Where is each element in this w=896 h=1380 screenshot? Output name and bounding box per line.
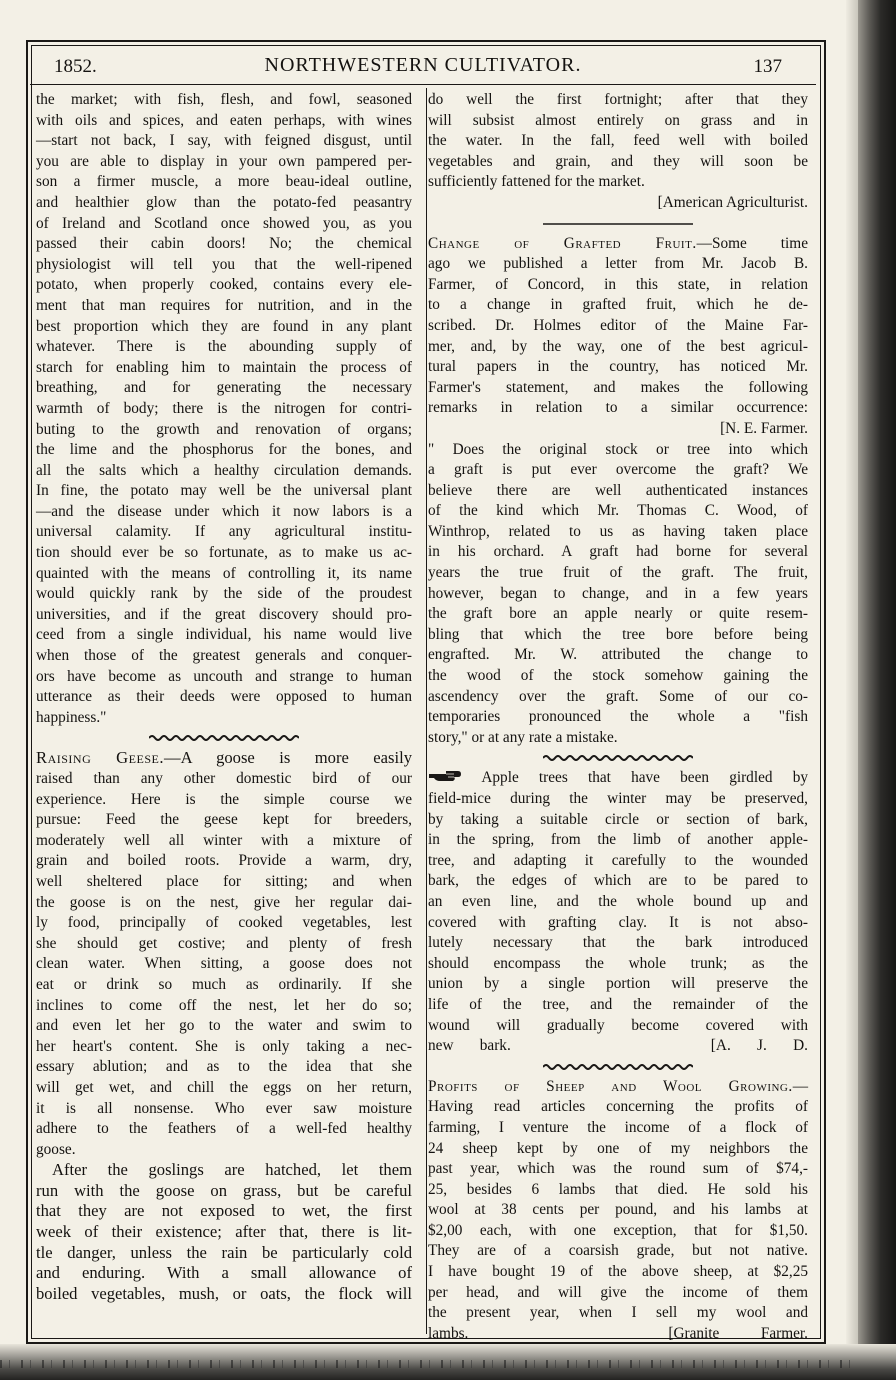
text-line: remarks in relation to a similar occurrence: [428, 399, 808, 417]
geese-title: Raising Geese. [36, 748, 164, 768]
text-line: the wood of the stock somehow gaining the [428, 667, 808, 685]
text-line: moderately well all winter with a mixture of [36, 831, 412, 849]
text-line: Farmer's statement, and makes the following [428, 378, 808, 396]
geese-source: [American Agriculturist. [657, 193, 808, 211]
wavy-rule-icon [543, 1063, 693, 1071]
text-line: boiled vegetables, mush, or oats, the flock will [36, 1283, 412, 1303]
text-line: —and the disease under which it now labors is a [36, 502, 412, 520]
text-line: passed their cabin doors! No; the chemical [36, 235, 412, 253]
text-line: ly food, principally of cooked vegetables, lest [36, 914, 412, 932]
text-line: " Does the original stock or tree into which [428, 440, 808, 458]
text-line: union by a single portion will preserve the [428, 975, 808, 993]
grafted-source: [N. E. Farmer. [720, 419, 808, 437]
text-line: and even let her go to the water and swim to [36, 1017, 412, 1035]
apple-body [428, 789, 808, 1036]
text-line: $2,00 each, with one exception, that for $1,50. [428, 1221, 808, 1239]
column-divider [426, 88, 427, 1334]
text-line: will subsist almost entirely on grass and in [428, 111, 808, 129]
text-line: starch for enabling him to maintain the process of [36, 358, 412, 376]
sheep-first-line: Profits of Sheep and Wool Growing.— [428, 1077, 808, 1095]
text-line: 25, besides 6 lambs that died. He sold his [428, 1180, 808, 1198]
text-line: with oils and spices, and eaten perhaps, with wines [36, 111, 412, 129]
text-line: utterance as their deeds were opposed to human [36, 688, 412, 706]
sheep-source: [Granite Farmer. [668, 1324, 808, 1342]
text-line: believe there are well authenticated instances [428, 481, 808, 499]
apple-trees-article [428, 768, 808, 1056]
text-line: covered with grafting clay. It is not abso- [428, 913, 808, 931]
text-line: I have bought 19 of the above sheep, at $2,25 [428, 1263, 808, 1281]
grafted-fruit-article [428, 234, 808, 749]
text-line: bark, the edges of which are to be pared to [428, 872, 808, 890]
text-line: an even line, and the whole bound up and [428, 892, 808, 910]
text-line: After the goslings are hatched, let them [52, 1160, 412, 1180]
text-line: eat or drink so much as ordinarily. If she [36, 975, 412, 993]
text-line: you are able to display in your own pampered per- [36, 152, 412, 170]
header-rule [30, 84, 816, 85]
wavy-rule-icon [149, 734, 299, 742]
text-line: and enduring. With a small allowance of [36, 1263, 412, 1283]
sheep-wool-article [428, 1077, 808, 1345]
scan-noise [0, 1360, 858, 1368]
text-line: engrafted. Mr. W. attributed the change to [428, 646, 808, 664]
text-line: a graft is put ever overcome the graft? We [428, 461, 808, 479]
header-year: 1852. [54, 56, 97, 77]
text-line: Farmer, of Concord, in this state, in relation [428, 275, 808, 293]
text-line: best proportion which they are found in any plant [36, 317, 412, 335]
text-line: of the kind which Mr. Thomas C. Wood, of [428, 502, 808, 520]
text-line: ceed from a single individual, his name would live [36, 626, 412, 644]
apple-source: [A. J. D. [710, 1037, 808, 1055]
text-line: ascendency over the graft. Some of our co- [428, 687, 808, 705]
wavy-rule-icon [543, 754, 693, 762]
text-line: story," or at any rate a mistake. [428, 728, 618, 746]
text-line: wound will gradually become covered with [428, 1016, 808, 1034]
text-line: farming, I venture the income of a flock of [428, 1118, 808, 1136]
potato-article-continuation [36, 90, 412, 728]
text-line: pursue: Feed the geese kept for breeders, [36, 811, 412, 829]
text-line: bling that which the tree bore before being [428, 625, 808, 643]
grafted-first-line: Change of Grafted Fruit.—Some time [428, 234, 808, 252]
text-line: physiologist will tell you that the well-ripened [36, 255, 412, 273]
text-line: tle danger, unless the rain be particularly cold [36, 1242, 412, 1262]
text-line: temporaries pronounced the whole a "fish [428, 708, 808, 726]
wavy-rule-icon [543, 220, 693, 228]
page-fold-shadow [846, 0, 858, 1380]
text-line: grain and boiled roots. Provide a warm, dry, [36, 852, 412, 870]
text-line: potato, when properly cooked, contains every ele- [36, 276, 412, 294]
text-line: run with the goose on grass, but be careful [36, 1180, 412, 1200]
grafted-title: Change of Grafted Fruit. [428, 234, 697, 252]
geese-body [36, 769, 412, 1160]
text-line: should encompass the whole trunk; as the [428, 954, 808, 972]
apple-last-line: new bark. [A. J. D. [428, 1037, 808, 1055]
text-line: will get wet, and chill the eggs on her return, [36, 1078, 412, 1096]
text-line: vegetables and grain, and they will soon be [428, 152, 808, 170]
text-line: clean water. When sitting, a goose does not [36, 955, 412, 973]
text-line: to a change in grafted fruit, which he de- [428, 296, 808, 314]
text-line: life of the tree, and the remainder of the [428, 995, 808, 1013]
text-line: raised than any other domestic bird of our [36, 770, 412, 787]
text-line: in his orchard. A graft had borne for several [428, 543, 808, 561]
header-title: NORTHWESTERN CULTIVATOR. [264, 54, 582, 76]
text-line: that they are not exposed to wet, the first [36, 1201, 412, 1221]
grafted-body [428, 254, 808, 419]
text-line: buting to the growth and renovation of organs; [36, 420, 412, 438]
text-line: tion should ever be so fortunate, as to make us ac- [36, 544, 412, 562]
geese-article-end [428, 90, 808, 193]
text-line: sufficiently fattened for the market. [428, 173, 645, 191]
text-line: ago we published a letter from Mr. Jacob B. [428, 255, 808, 273]
raising-geese-article [36, 748, 412, 1304]
header-page-number: 137 [753, 56, 782, 77]
right-column [428, 90, 808, 1344]
sheep-body [428, 1097, 808, 1324]
text-line: whatever. There is the abounding supply of [36, 338, 412, 356]
text-line: ors have become as uncouth and strange to human [36, 667, 412, 685]
text-line: quainted with the means of controlling it, its name [36, 564, 412, 582]
text-line: however, began to change, and in a few years [428, 584, 808, 602]
text-line: Winthrop, related to us as having taken place [428, 522, 808, 540]
pointing-hand-icon [428, 769, 462, 783]
text-line: adhere to the feathers of a well-fed healthy [36, 1120, 412, 1138]
text-line: the goose is on the nest, give her regular dai- [36, 893, 412, 911]
text-line: Having read articles concerning the profits of [428, 1098, 808, 1116]
text-line: in the spring, from the limb of another apple- [428, 831, 808, 849]
text-line: In fine, the potato may well be the universal plant [36, 482, 412, 500]
text-line: happiness." [36, 708, 107, 726]
left-column [36, 90, 412, 1304]
text-line: years the true fruit of the graft. The fruit, [428, 564, 808, 582]
text-line: it is all nonsense. Who ever saw moisture [36, 1099, 412, 1117]
text-line: universities, and if the great discovery should pro- [36, 605, 412, 623]
sheep-title: Profits of Sheep and Wool Growing. [428, 1077, 793, 1095]
text-line: tree, and adapting it carefully to the wounded [428, 851, 808, 869]
text-line: son a firmer muscle, a more beau-ideal outline, [36, 173, 412, 191]
text-line: experience. Here is the simple course we [36, 790, 412, 808]
geese-first-line: Raising Geese.—A goose is more easily [36, 748, 412, 768]
grafted-quote [428, 440, 808, 749]
text-line: the lime and the phosphorus for the bones, and [36, 441, 412, 459]
text-line: 24 sheep kept by one of my neighbors the [428, 1139, 808, 1157]
text-line: goose. [36, 1140, 76, 1158]
text-line: scribed. Dr. Holmes editor of the Maine Far- [428, 316, 808, 334]
text-line: mer, and, by the way, one of the best agricul- [428, 337, 808, 355]
text-line: wool at 38 cents per pound, and his lambs at [428, 1201, 808, 1219]
text-line: tural papers in the country, has noticed Mr. [428, 358, 808, 376]
text-line: inclines to come off the nest, let her do so; [36, 996, 412, 1014]
text-line: all the salts which a healthy circulation demands. [36, 461, 412, 479]
text-line: field-mice during the winter may be preserved, [428, 790, 808, 807]
text-line: the graft bore an apple nearly or quite resem- [428, 605, 808, 623]
text-line: do well the first fortnight; after that they [428, 91, 808, 108]
text-line: when those of the greatest generals and conquer- [36, 647, 412, 665]
text-line: well sheltered place for sitting; and when [36, 872, 412, 890]
text-line: past year, which was the round sum of $74,- [428, 1160, 808, 1178]
apple-first-line: Apple trees that have been girdled by [428, 768, 808, 789]
text-line: week of their existence; after that, there is lit- [36, 1222, 412, 1242]
text-line: per head, and will give the income of them [428, 1283, 808, 1301]
text-line: They are of a coarsish grade, but not native. [428, 1242, 808, 1260]
text-line: warmth of body; there is the nitrogen for contri- [36, 399, 412, 417]
sheep-last-line: lambs. [Granite Farmer. [428, 1324, 808, 1342]
text-line: the water. In the fall, feed well with boiled [428, 132, 808, 150]
text-line: her heart's content. She is only taking a nec- [36, 1037, 412, 1055]
text-line: ment that man requires for nutrition, and in the [36, 296, 412, 314]
text-line: of Ireland and Scotland once showed you, as you [36, 214, 412, 232]
scan-edge-right [858, 0, 896, 1380]
text-line: universal calamity. If any agricultural institu- [36, 523, 412, 541]
geese-paragraph-2 [36, 1160, 412, 1304]
text-line: the present year, when I sell my wool and [428, 1304, 808, 1322]
text-line: by taking a suitable circle or section of bark, [428, 810, 808, 828]
text-line: would quickly rank by the side of the proudest [36, 585, 412, 603]
text-line: essary ablution; and as to the idea that she [36, 1058, 412, 1076]
text-line: breathing, and for generating the necessary [36, 379, 412, 397]
text-line: —start not back, I say, with feigned disgust, until [36, 132, 412, 150]
text-line: she should get costive; and plenty of fresh [36, 934, 412, 952]
text-line: the market; with fish, flesh, and fowl, seasoned [36, 91, 412, 108]
text-line: and healthier glow than the potato-fed peasantry [36, 193, 412, 211]
text-line: lutely necessary that the bark introduced [428, 934, 808, 952]
running-header [34, 52, 812, 86]
